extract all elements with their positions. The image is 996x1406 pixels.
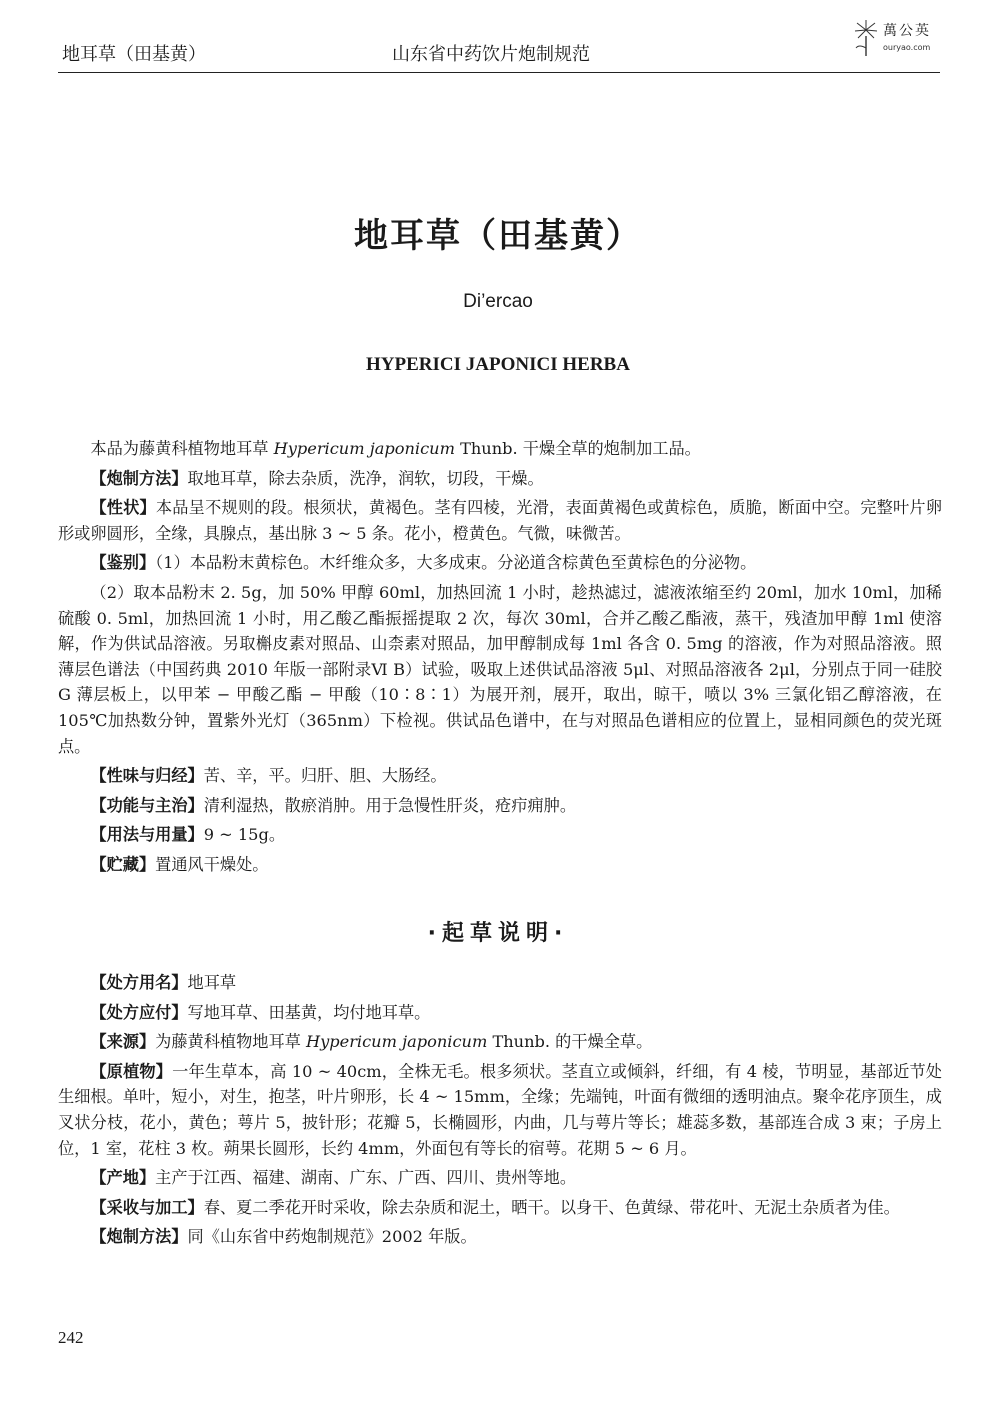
latin-name: HYPERICI JAPONICI HERBA [366,354,630,375]
drafting-notes-heading: ·起草说明· [427,921,569,946]
header-rule [58,72,940,73]
dandelion-icon [853,18,879,58]
logo-wordmark: 萬公英 [883,23,931,39]
intro-paragraph: 本品为藤黄科植物地耳草 Hypericum japonicum Thunb. 干燥全草的炮制加工品。 [90,439,701,458]
note-processing: 【炮制方法】同《山东省中药炮制规范》2002 年版。 [90,1227,477,1247]
monograph-body [58,436,942,882]
species-name: Hypericum japonicum [305,1032,488,1052]
publisher-logo [853,18,945,60]
page-number: 242 [58,1328,84,1347]
species-name: Hypericum japonicum [273,439,455,458]
section-property-meridian: 【性味与归经】苦、辛，平。归肝、胆、大肠经。 [90,766,447,786]
section-storage: 【贮藏】置通风干燥处。 [90,854,269,874]
page-title: 地耳草（田基黄） [354,216,642,256]
section-dosage: 【用法与用量】9 ~ 15g。 [90,825,286,845]
drafting-notes-body [58,970,942,1254]
running-header-left: 地耳草（田基黄） [62,44,206,65]
note-prescription-name: 【处方用名】地耳草 [90,973,237,992]
section-identification-tlc: （2）取本品粉末 2. 5g，加 50% 甲醇 60ml，加热回流 1 小时，趁热滤过，滤液浓缩至约 20ml，加水 10ml，加稀硫酸 0. 5ml，加热回流 1 小时，用乙酸乙酯振摇提取 2 次，每次 30ml，合并乙酸乙酯液，蒸干，残渣加甲醇 1ml 使溶解，作为供试品溶液。另取槲皮素对照品、山柰素对照品，加甲醇制成每 1ml 各含 0. 5mg 的溶液，作为对照品溶液。照薄层色谱法（中国药典 2010 年版一部附录Ⅵ B）试验，吸取上述供试品溶液 5μl、对照品溶液各 2μl，分别点于同一硅胶 G 薄层板上，以甲苯 − 甲酸乙酯 − 甲酸（10∶8∶1）为展开剂，展开，取出，晾干，喷以 3% 三氯化铝乙醇溶液，在 105℃加热数分钟，置紫外光灯（365nm）下检视。供试品色谱中，在与对照品色谱相应的位置上，显相同颜色的荧光斑点。 [58,582,942,756]
logo-url: ouryao.com [883,43,931,52]
note-origin: 【产地】主产于江西、福建、湖南、广东、广西、四川、贵州等地。 [90,1168,577,1188]
section-processing: 【炮制方法】取地耳草，除去杂质，洗净，润软，切段，干燥。 [90,468,544,488]
section-identification: 【鉴别】（1）本品粉末黄棕色。木纤维众多，大多成束。分泌道含棕黄色至黄棕色的分泌物。 [90,553,757,573]
note-dispensing: 【处方应付】写地耳草、田基黄，均付地耳草。 [90,1002,431,1022]
note-source: 【来源】为藤黄科植物地耳草 Hypericum japonicum Thunb. 的干燥全草。 [90,1032,653,1052]
section-description: 【性状】本品呈不规则的段。根须状，黄褐色。茎有四棱，光滑，表面黄褐色或黄棕色，质脆，断面中空。完整叶片卵形或卵圆形，全缘，具腺点，基出脉 3 ~ 5 条。花小，橙黄色。气微，味微苦。 [58,498,943,543]
note-harvest: 【采收与加工】春、夏二季花开时采收，除去杂质和泥土，晒干。以身干、色黄绿、带花叶、无泥土杂质者为佳。 [90,1197,900,1217]
note-original-plant: 【原植物】一年生草本，高 10 ~ 40cm，全株无毛。根多须状。茎直立或倾斜，纤细，有 4 棱，节明显，基部近节处生细根。单叶，短小，对生，抱茎，叶片卵形，长 4 ~ 15mm，全缘；先端钝，叶面有微细的透明油点。聚伞花序顶生，成叉状分枝，花小，黄色；萼片 5，披针形；花瓣 5，长椭圆形，内曲，几与萼片等长；雄蕊多数，基部连合成 3 束；子房上位，1 室，花柱 3 枚。蒴果长圆形，长约 4mm，外面包有等长的宿萼。花期 5 ~ 6 月。 [58,1061,942,1158]
running-header-book-title: 山东省中药饮片炮制规范 [392,44,590,65]
section-function-indication: 【功能与主治】清利湿热，散瘀消肿。用于急慢性肝炎，疮疖痈肿。 [90,795,577,815]
pinyin-name: Di’ercao [463,291,533,312]
